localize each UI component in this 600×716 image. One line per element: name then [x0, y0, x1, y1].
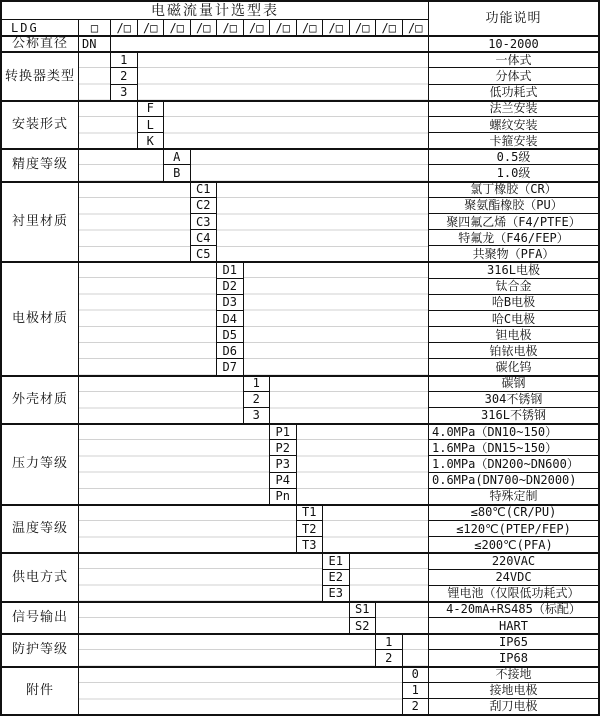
model-suffix-box: /□ — [244, 20, 270, 35]
category-label: 供电方式 — [2, 553, 78, 601]
filler-cell — [403, 634, 429, 665]
option-desc: 特氟龙（F46/FEP） — [429, 230, 598, 245]
option-code: C5 — [191, 246, 217, 261]
filler-cell — [79, 634, 375, 665]
option-code: 3 — [244, 408, 270, 423]
filler-cell — [244, 262, 429, 374]
option-desc: 1.0MPa（DN200~DN600） — [429, 456, 598, 471]
filler-cell — [79, 52, 110, 100]
function-description-header: 功能说明 — [429, 2, 598, 35]
filler-cell — [79, 424, 269, 504]
option-desc: 分体式 — [429, 68, 598, 83]
filler-cell — [138, 52, 429, 100]
table-title: 电磁流量计选型表 — [2, 2, 428, 19]
option-code: T3 — [297, 537, 323, 552]
filler-cell — [79, 101, 137, 148]
filler-cell — [111, 36, 428, 51]
option-code: K — [138, 133, 164, 148]
option-desc: 24VDC — [429, 570, 598, 585]
option-code: P2 — [270, 440, 296, 455]
filler-cell — [79, 149, 163, 180]
option-desc: 哈B电极 — [429, 295, 598, 310]
filler-cell — [191, 149, 429, 180]
category-label: 电极材质 — [2, 262, 78, 374]
option-desc: 刮刀电极 — [429, 699, 598, 714]
option-desc: 220VAC — [429, 553, 598, 568]
option-desc: 304不锈钢 — [429, 392, 598, 407]
option-desc: 0.5级 — [429, 149, 598, 164]
option-code: 2 — [403, 699, 429, 714]
option-code: E3 — [323, 586, 349, 601]
model-suffix-box: /□ — [270, 20, 296, 35]
category-label: 转换器类型 — [2, 52, 78, 100]
option-code: L — [138, 117, 164, 132]
option-code: P1 — [270, 424, 296, 439]
option-desc: 接地电极 — [429, 683, 598, 698]
option-desc: ≤120℃(PTEP/FEP) — [429, 521, 598, 536]
option-code: S1 — [350, 602, 376, 617]
model-prefix: LDG — [2, 20, 78, 35]
model-base-box: □ — [79, 20, 110, 35]
option-code: B — [164, 165, 190, 180]
option-desc: 316L不锈钢 — [429, 408, 598, 423]
option-code: E2 — [323, 570, 349, 585]
option-desc: 不接地 — [429, 667, 598, 682]
option-code: 1 — [244, 376, 270, 391]
option-desc: 锂电池（仅限低功耗式） — [429, 586, 598, 601]
option-desc: 钽电极 — [429, 327, 598, 342]
option-desc: 聚氨酯橡胶（PU） — [429, 198, 598, 213]
option-code: P4 — [270, 473, 296, 488]
option-desc: IP65 — [429, 634, 598, 649]
option-code: 1 — [403, 683, 429, 698]
option-code: 2 — [244, 392, 270, 407]
model-suffix-box: /□ — [323, 20, 349, 35]
option-code: D3 — [217, 295, 243, 310]
option-desc: 钛合金 — [429, 279, 598, 294]
model-suffix-box: /□ — [111, 20, 137, 35]
option-desc: 1.0级 — [429, 165, 598, 180]
filler-cell — [217, 182, 428, 262]
filler-cell — [79, 667, 402, 714]
model-suffix-box: /□ — [217, 20, 243, 35]
category-label: 衬里材质 — [2, 182, 78, 262]
option-desc: 316L电极 — [429, 262, 598, 277]
option-code: 3 — [111, 85, 137, 100]
filler-cell — [79, 376, 243, 423]
option-code: A — [164, 149, 190, 164]
option-code: E1 — [323, 553, 349, 568]
option-desc: 共聚物（PFA） — [429, 246, 598, 261]
option-code: C4 — [191, 230, 217, 245]
option-desc: 卡箍安装 — [429, 133, 598, 148]
option-code: S2 — [350, 618, 376, 633]
option-desc: 氯丁橡胶（CR） — [429, 182, 598, 197]
category-label: 外壳材质 — [2, 376, 78, 423]
model-suffix-box: /□ — [164, 20, 190, 35]
option-desc: 铂铱电极 — [429, 343, 598, 358]
option-code: D2 — [217, 279, 243, 294]
option-desc: 4-20mA+RS485（标配） — [429, 602, 598, 617]
option-desc: 4.0MPa（DN10~150） — [429, 424, 598, 439]
option-code: 2 — [111, 68, 137, 83]
option-desc: 聚四氟乙烯（F4/PTFE） — [429, 214, 598, 229]
option-desc: 10-2000 — [429, 36, 598, 51]
option-code: P3 — [270, 456, 296, 471]
category-label: 附件 — [2, 667, 78, 714]
model-suffix-box: /□ — [376, 20, 402, 35]
category-label: 信号输出 — [2, 602, 78, 633]
model-suffix-box: /□ — [138, 20, 164, 35]
model-suffix-box: /□ — [403, 20, 429, 35]
model-suffix-box: /□ — [297, 20, 323, 35]
option-code: DN — [79, 36, 110, 51]
option-code: T1 — [297, 505, 323, 520]
option-code: D6 — [217, 343, 243, 358]
filler-cell — [323, 505, 428, 552]
model-suffix-box: /□ — [350, 20, 376, 35]
option-code: D7 — [217, 359, 243, 374]
option-code: D4 — [217, 311, 243, 326]
filler-cell — [79, 553, 322, 601]
option-desc: 法兰安装 — [429, 101, 598, 116]
option-code: Pn — [270, 489, 296, 504]
option-code: C3 — [191, 214, 217, 229]
option-code: D5 — [217, 327, 243, 342]
filler-cell — [350, 553, 429, 601]
filler-cell — [376, 602, 428, 633]
option-code: D1 — [217, 262, 243, 277]
option-desc: IP68 — [429, 650, 598, 665]
option-desc: 低功耗式 — [429, 85, 598, 100]
option-desc: ≤80℃(CR/PU) — [429, 505, 598, 520]
category-label: 精度等级 — [2, 149, 78, 180]
option-code: F — [138, 101, 164, 116]
option-code: 2 — [376, 650, 402, 665]
option-code: C2 — [191, 198, 217, 213]
option-desc: 哈C电极 — [429, 311, 598, 326]
option-desc: ≤200℃(PFA) — [429, 537, 598, 552]
category-label: 压力等级 — [2, 424, 78, 504]
option-desc: 0.6MPa(DN700~DN2000) — [429, 473, 598, 488]
model-suffix-box: /□ — [191, 20, 217, 35]
option-desc: 碳钢 — [429, 376, 598, 391]
option-desc: 螺纹安装 — [429, 117, 598, 132]
filler-cell — [270, 376, 428, 423]
option-desc: 1.6MPa（DN15~150） — [429, 440, 598, 455]
option-desc: 特殊定制 — [429, 489, 598, 504]
option-desc: 碳化钨 — [429, 359, 598, 374]
filler-cell — [297, 424, 429, 504]
category-label: 防护等级 — [2, 634, 78, 665]
filler-cell — [164, 101, 428, 148]
category-label: 温度等级 — [2, 505, 78, 552]
option-code: 1 — [376, 634, 402, 649]
option-code: 0 — [403, 667, 429, 682]
category-label: 公称直径 — [2, 36, 78, 51]
filler-cell — [79, 505, 296, 552]
filler-cell — [79, 182, 190, 262]
option-code: C1 — [191, 182, 217, 197]
option-code: 1 — [111, 52, 137, 67]
option-desc: 一体式 — [429, 52, 598, 67]
filler-cell — [79, 262, 216, 374]
filler-cell — [79, 602, 349, 633]
category-label: 安装形式 — [2, 101, 78, 148]
option-code: T2 — [297, 521, 323, 536]
option-desc: HART — [429, 618, 598, 633]
